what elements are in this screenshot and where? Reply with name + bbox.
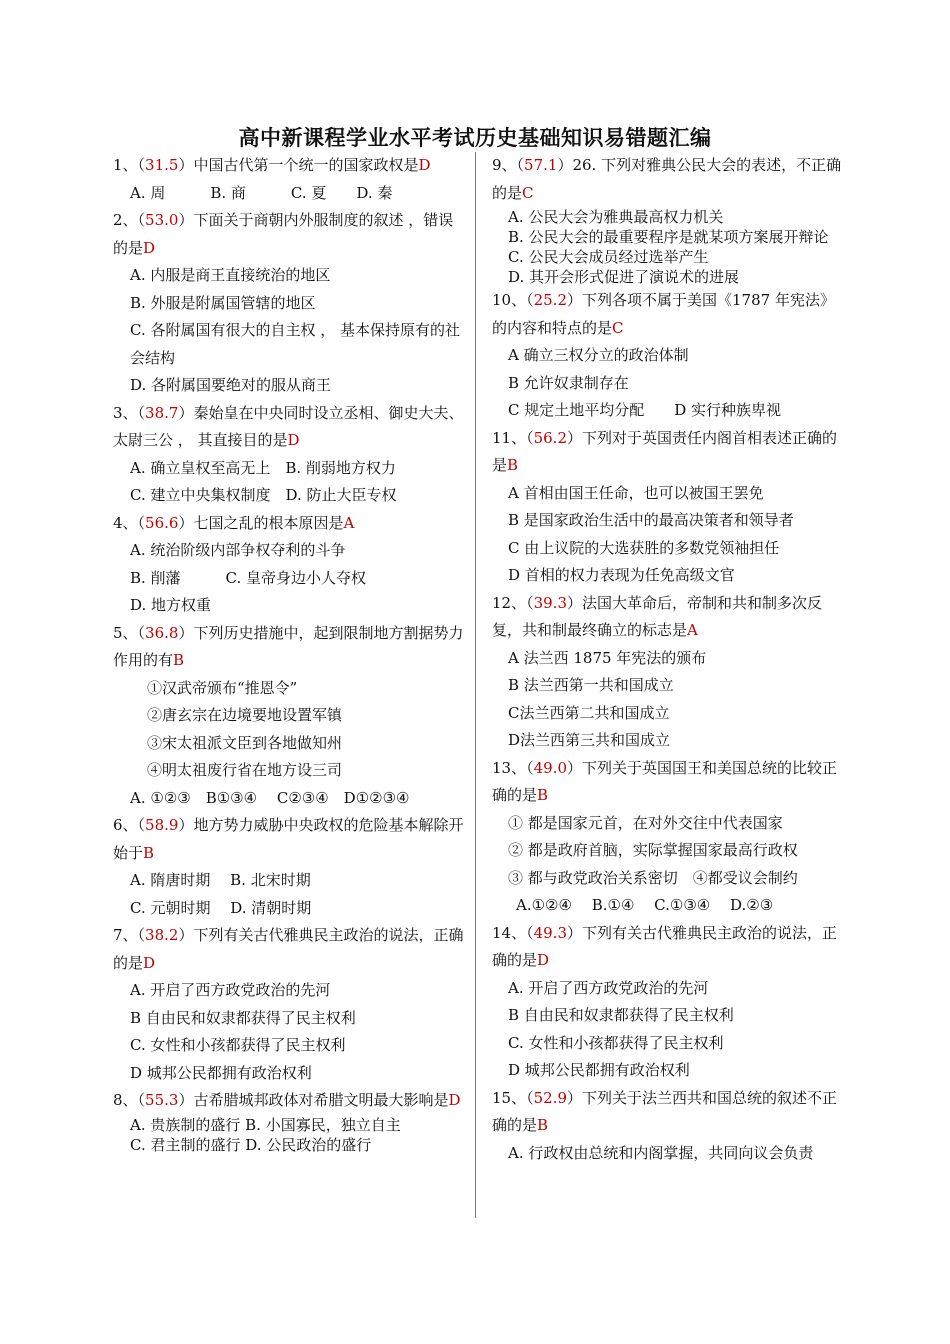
option-line: D. 地方权重 [130, 596, 212, 614]
option-line: A. 行政权由总统和内阁掌握，共同向议会负责 [508, 1143, 814, 1162]
option-line: B. 外服是附属国管辖的地区 [130, 293, 316, 312]
option-line: C. 公民大会成员经过选举产生 [508, 248, 709, 266]
question-14: 14、（49.3）下列有关古代雅典民主政治的说法，正确的是D [492, 923, 838, 969]
option-line: A. ①②③ B①③④ C②③④ D①②③④ [130, 788, 410, 807]
option-line: B 自由民和奴隶都获得了民主权利 [508, 1006, 734, 1024]
option-line: D 首相的权力表现为任免高级文官 [508, 566, 735, 584]
option-line: A. 隋唐时期 B. 北宋时期 [130, 871, 311, 889]
option-line: C法兰西第二共和国成立 [508, 703, 670, 722]
option-line: B 是国家政治生活中的最高决策者和领导者 [508, 511, 794, 529]
answer-letter: C [612, 318, 624, 337]
answer-letter: B [537, 786, 549, 804]
option-line: C. 君主制的盛行 D. 公民政治的盛行 [130, 1135, 372, 1154]
question-4: 4、（56.6）七国之乱的根本原因是A [113, 513, 355, 532]
answer-letter: B [537, 1116, 549, 1134]
answer-letter: D [143, 953, 156, 972]
score-number: 25.2 [533, 291, 567, 309]
option-line: C. 元朝时期 D. 清朝时期 [130, 898, 312, 917]
statement-line: ④明太祖废行省在地方设三司 [147, 761, 343, 779]
question-10: 10、（25.2）下列各项不属于美国《1787 年宪法》的内容和特点的是C [492, 291, 835, 337]
answer-letter: A [343, 513, 355, 532]
score-number: 56.2 [533, 428, 567, 447]
option-line: A. 周 B. 商 C. 夏 D. 秦 [130, 183, 393, 202]
option-line: A 首相由国王任命，也可以被国王罢免 [508, 483, 764, 502]
answer-letter: D [448, 1091, 461, 1109]
option-line: C. 女性和小孩都获得了民主权利 [130, 1036, 346, 1054]
score-number: 53.0 [145, 211, 179, 229]
option-line: B 允许奴隶制存在 [508, 373, 629, 392]
option-line: B. 公民大会的最重要程序是就某项方案展开辩论 [508, 228, 829, 246]
option-line: A. 贵族制的盛行 B. 小国寡民，独立自主 [130, 1115, 401, 1134]
statement-line: ② 都是政府首脑，实际掌握国家最高行政权 [508, 841, 798, 859]
question-1: 1、（31.5）中国古代第一个统一的国家政权是D [113, 156, 431, 174]
option-line: A. 内服是商王直接统治的地区 [130, 266, 331, 284]
option-line: C 规定土地平均分配 D 实行种族卑视 [508, 401, 782, 419]
statement-line: ③宋太祖派文臣到各地做知州 [147, 733, 343, 752]
score-number: 38.7 [145, 403, 179, 422]
question-13: 13、（49.0）下列关于英国国王和美国总统的比较正确的是B [492, 758, 838, 804]
question-11: 11、（56.2）下列对于英国责任内阁首相表述正确的是B [492, 428, 838, 474]
option-line: D. 各附属国要绝对的服从商王 [130, 376, 332, 394]
question-12: 12、（39.3）法国大革命后，帝制和共和制多次反复，共和制最终确立的标志是A [492, 593, 823, 639]
statement-line: ①汉武帝颁布“推恩令” [147, 678, 298, 697]
option-line: D法兰西第三共和国成立 [508, 731, 671, 749]
statement-line: ③ 都与政党政治关系密切 ④都受议会制约 [508, 868, 798, 887]
option-line: A. 开启了西方政党政治的先河 [130, 981, 331, 999]
statement-line: ① 都是国家元首，在对外交往中代表国家 [508, 813, 783, 832]
option-line: D 城邦公民都拥有政治权利 [508, 1061, 690, 1079]
document-title: 高中新课程学业水平考试历史基础知识易错题汇编 [238, 126, 712, 150]
option-line: C. 各附属国有很大的自主权 ， 基本保持原有的社会结构 [130, 321, 461, 367]
option-line: C. 女性和小孩都获得了民主权利 [508, 1033, 724, 1052]
option-line: B 自由民和奴隶都获得了民主权利 [130, 1008, 356, 1027]
option-line: A. 确立皇权至高无上 B. 削弱地方权力 [130, 458, 396, 477]
option-line: A 确立三权分立的政治体制 [508, 346, 689, 364]
statement-line: ②唐玄宗在边境要地设置军镇 [147, 706, 343, 724]
question-5: 5、（36.8）下列历史措施中，起到限制地方割据势力作用的有B [113, 623, 464, 669]
left-column [113, 152, 465, 1155]
score-number: 55.3 [145, 1091, 179, 1109]
option-line: C. 建立中央集权制度 D. 防止大臣专权 [130, 486, 397, 504]
answer-letter: B [143, 843, 155, 862]
score-number: 36.8 [145, 623, 179, 642]
answer-letter: B [173, 651, 185, 669]
question-2: 2、（53.0）下面关于商朝内外服制度的叙述 ，错误的是D [113, 211, 454, 257]
option-line: B. 削藩 C. 皇帝身边小人夺权 [130, 568, 367, 587]
option-line: B 法兰西第一共和国成立 [508, 676, 674, 694]
option-line: D 城邦公民都拥有政治权利 [130, 1063, 312, 1082]
score-number: 57.1 [524, 156, 558, 174]
answer-letter: D [537, 951, 550, 969]
question-15: 15、（52.9）下列关于法兰西共和国总统的叙述不正确的是B [492, 1088, 838, 1134]
score-number: 58.9 [145, 816, 179, 834]
option-line: C 由上议院的大选获胜的多数党领袖担任 [508, 538, 780, 557]
right-column [492, 152, 844, 1167]
option-line: D. 其开会形式促进了演说术的进展 [508, 268, 740, 286]
option-line: A. 统治阶级内部争权夺利的斗争 [130, 541, 346, 559]
score-number: 49.0 [533, 758, 567, 777]
question-6: 6、（58.9）地方势力威胁中央政权的危险基本解除开始于B [113, 816, 464, 862]
score-number: 38.2 [145, 926, 179, 944]
option-line: A. 开启了西方政党政治的先河 [508, 978, 709, 997]
column-divider [475, 152, 476, 1218]
option-line: A 法兰西 1875 年宪法的颁布 [508, 648, 707, 667]
score-number: 56.6 [145, 513, 179, 532]
question-8: 8、（55.3）古希腊城邦政体对希腊文明最大影响是D [113, 1091, 461, 1109]
option-line: A. 公民大会为雅典最高权力机关 [508, 208, 724, 226]
answer-letter: D [143, 238, 156, 257]
answer-letter: B [507, 456, 519, 474]
score-number: 49.3 [533, 923, 567, 942]
question-7: 7、（38.2）下列有关古代雅典民主政治的说法，正确的是D [113, 926, 464, 972]
question-3: 3、（38.7）秦始皇在中央同时设立丞相、御史大夫、太尉三公 ， 其直接目的是D [113, 403, 464, 449]
option-line: A.①②④ B.①④ C.①③④ D.②③ [516, 896, 774, 914]
score-number: 52.9 [533, 1088, 567, 1107]
score-number: 31.5 [145, 156, 179, 174]
answer-letter: A [687, 621, 698, 639]
answer-letter: D [418, 156, 431, 174]
score-number: 39.3 [533, 593, 567, 612]
answer-letter: C [522, 183, 534, 202]
answer-letter: D [287, 431, 300, 449]
question-9: 9、（57.1）26. 下列对雅典公民大会的表述，不正确的是C [492, 156, 842, 202]
